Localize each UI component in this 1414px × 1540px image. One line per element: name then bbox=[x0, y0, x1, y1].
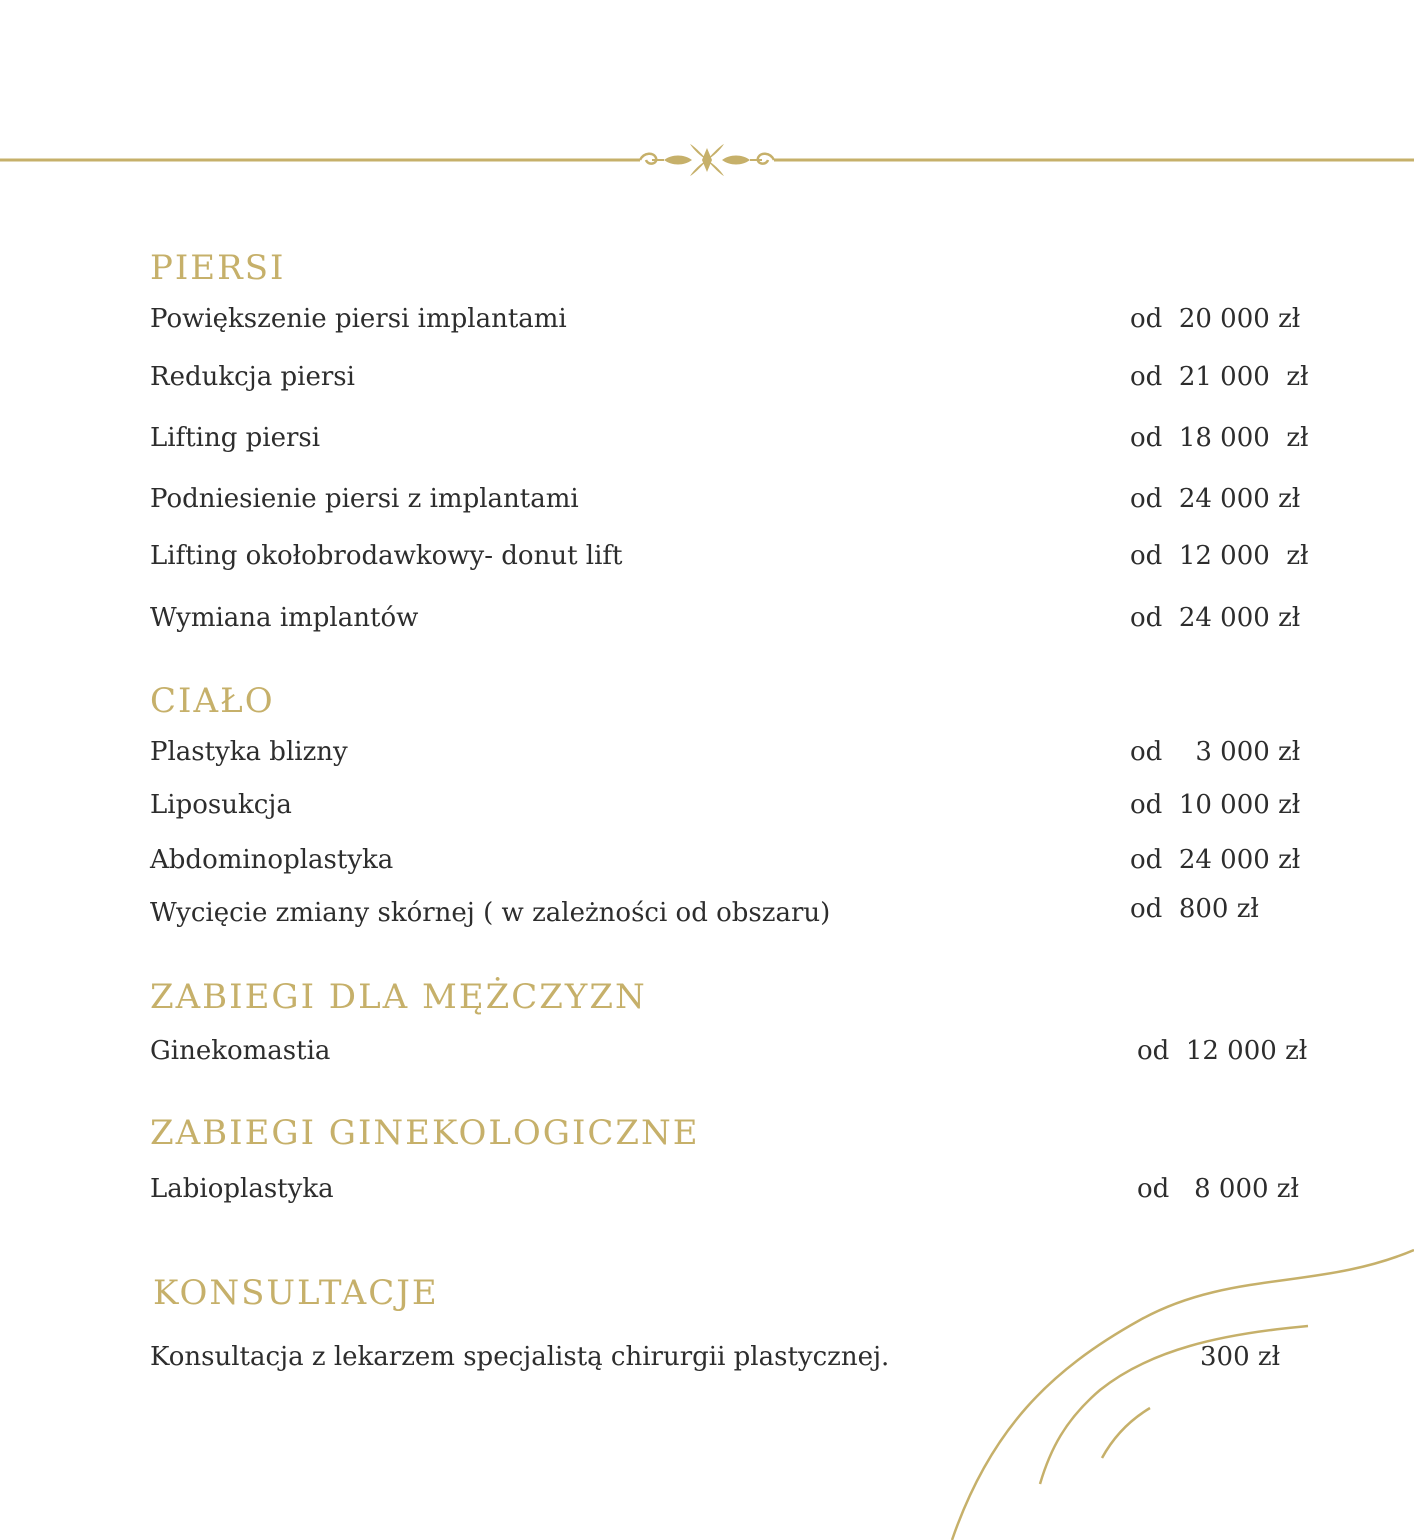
section-title-cialo: CIAŁO bbox=[150, 681, 275, 721]
decorative-flourish-icon bbox=[0, 130, 1414, 190]
service-name: Labioplastyka bbox=[150, 1174, 334, 1204]
service-price: od 20 000 zł bbox=[1130, 304, 1301, 334]
service-price: od 12 000 zł bbox=[1137, 1036, 1308, 1066]
service-name: Podniesienie piersi z implantami bbox=[150, 484, 579, 514]
service-price: od 10 000 zł bbox=[1130, 790, 1301, 820]
service-price: od 12 000 zł bbox=[1130, 541, 1309, 571]
service-name: Plastyka blizny bbox=[150, 737, 348, 767]
service-price: 300 zł bbox=[1200, 1342, 1281, 1372]
service-name: Ginekomastia bbox=[150, 1036, 331, 1066]
service-name: Abdominoplastyka bbox=[150, 845, 394, 875]
service-price: od 18 000 zł bbox=[1130, 423, 1309, 453]
service-price: od 24 000 zł bbox=[1130, 845, 1301, 875]
service-name: Redukcja piersi bbox=[150, 362, 355, 392]
section-title-mezczyzni: ZABIEGI DLA MĘŻCZYZN bbox=[150, 977, 647, 1017]
section-title-ginekologia: ZABIEGI GINEKOLOGICZNE bbox=[150, 1113, 700, 1153]
service-price: od 24 000 zł bbox=[1130, 603, 1301, 633]
service-name: Lifting okołobrodawkowy- donut lift bbox=[150, 541, 623, 571]
section-title-konsultacje: KONSULTACJE bbox=[153, 1273, 439, 1313]
service-name: Konsultacja z lekarzem specjalistą chirurgii plastycznej. bbox=[150, 1342, 890, 1372]
service-name: Powiększenie piersi implantami bbox=[150, 304, 567, 334]
service-name: Wycięcie zmiany skórnej ( w zależności od obszaru) bbox=[150, 898, 831, 928]
service-name: Wymiana implantów bbox=[150, 603, 419, 633]
section-title-piersi: PIERSI bbox=[150, 248, 286, 288]
service-price: od 24 000 zł bbox=[1130, 484, 1301, 514]
service-name: Lifting piersi bbox=[150, 423, 321, 453]
decorative-swirl-icon bbox=[900, 1230, 1414, 1540]
service-price: od 21 000 zł bbox=[1130, 362, 1309, 392]
service-price: od 3 000 zł bbox=[1130, 737, 1301, 767]
service-price: od 8 000 zł bbox=[1137, 1174, 1299, 1204]
service-name: Liposukcja bbox=[150, 790, 292, 820]
service-price: od 800 zł bbox=[1130, 894, 1259, 924]
